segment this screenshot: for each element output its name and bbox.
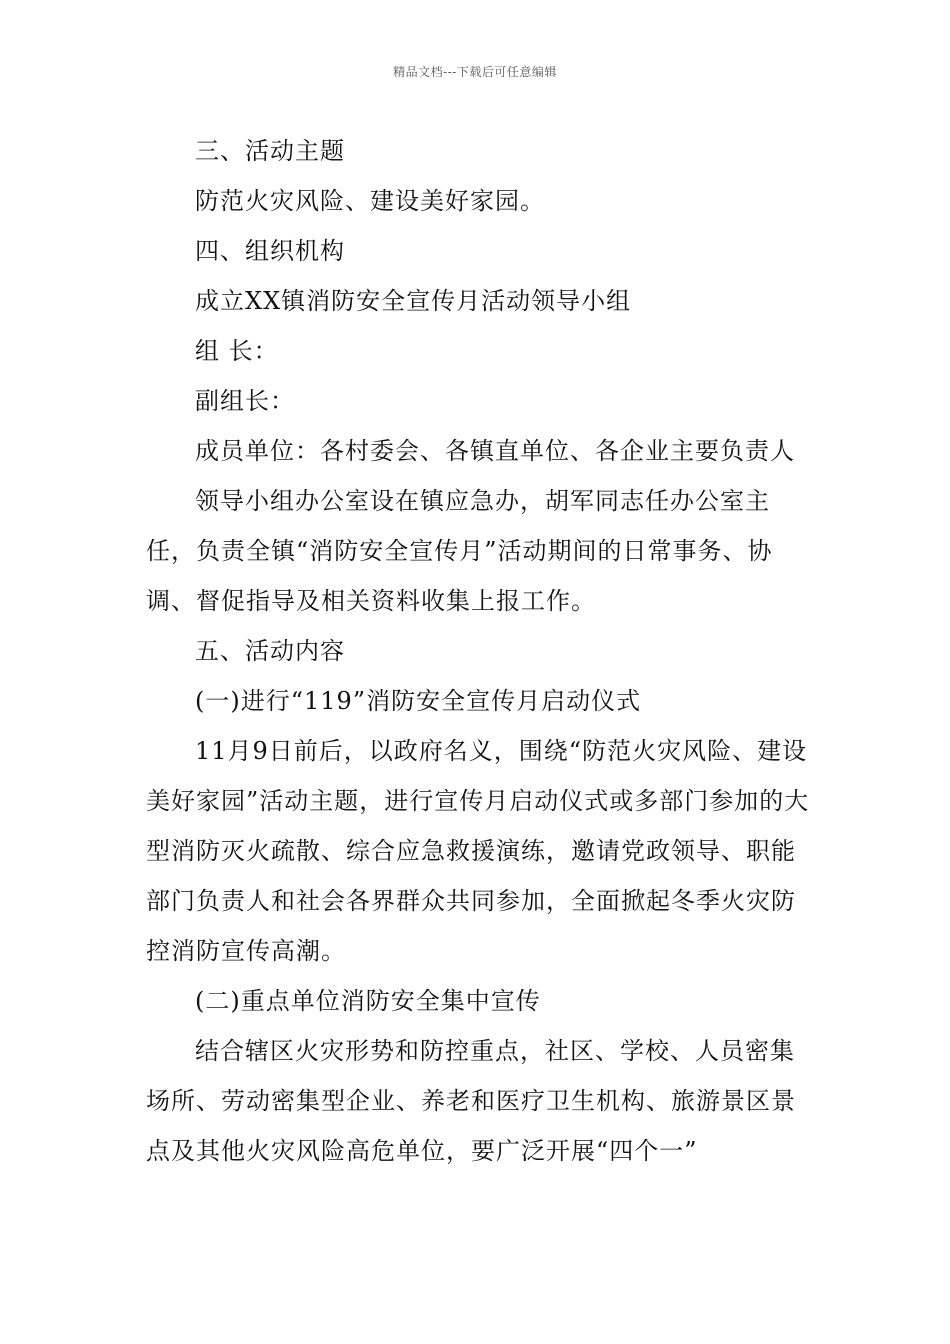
- heading-organization: 四、组织机构: [195, 237, 345, 265]
- heading-activity-theme: 三、活动主题: [195, 137, 345, 165]
- subheading-key-units: (二)重点单位消防安全集中宣传: [195, 987, 541, 1015]
- paragraph-group-leader: 组 长：: [195, 337, 279, 365]
- paragraph-leading-group: 成立XX镇消防安全宣传月活动领导小组: [195, 287, 632, 315]
- document-body: [146, 126, 814, 1176]
- paragraph-theme-text: 防范火灾风险、建设美好家园。: [195, 187, 545, 215]
- header-watermark: 精品文档---下载后可任意编辑: [393, 65, 557, 79]
- paragraph-office: 领导小组办公室设在镇应急办，胡军同志任办公室主任，负责全镇“消防安全宣传月”活动期间的日常事务、协调、督促指导及相关资料收集上报工作。: [146, 487, 773, 615]
- paragraph-deputy-leader: 副组长：: [195, 387, 295, 415]
- paragraph-key-units-details: 结合辖区火灾形势和防控重点，社区、学校、人员密集场所、劳动密集型企业、养老和医疗卫生机构、旅游景区景点及其他火灾风险高危单位，要广泛开展“四个一”: [146, 1037, 796, 1165]
- heading-activity-content: 五、活动内容: [195, 637, 345, 665]
- paragraph-member-units: 成员单位：各村委会、各镇直单位、各企业主要负责人: [195, 437, 795, 465]
- paragraph-launch-details: 11月9日前后，以政府名义，围绕“防范火灾风险、建设美好家园”活动主题，进行宣传月启动仪式或多部门参加的大型消防灭火疏散、综合应急救援演练，邀请党政领导、职能部门负责人和社会各界群众共同参加，全面掀起冬季火灾防控消防宣传高潮。: [146, 737, 810, 965]
- subheading-launch-ceremony: (一)进行“119”消防安全宣传月启动仪式: [195, 687, 642, 715]
